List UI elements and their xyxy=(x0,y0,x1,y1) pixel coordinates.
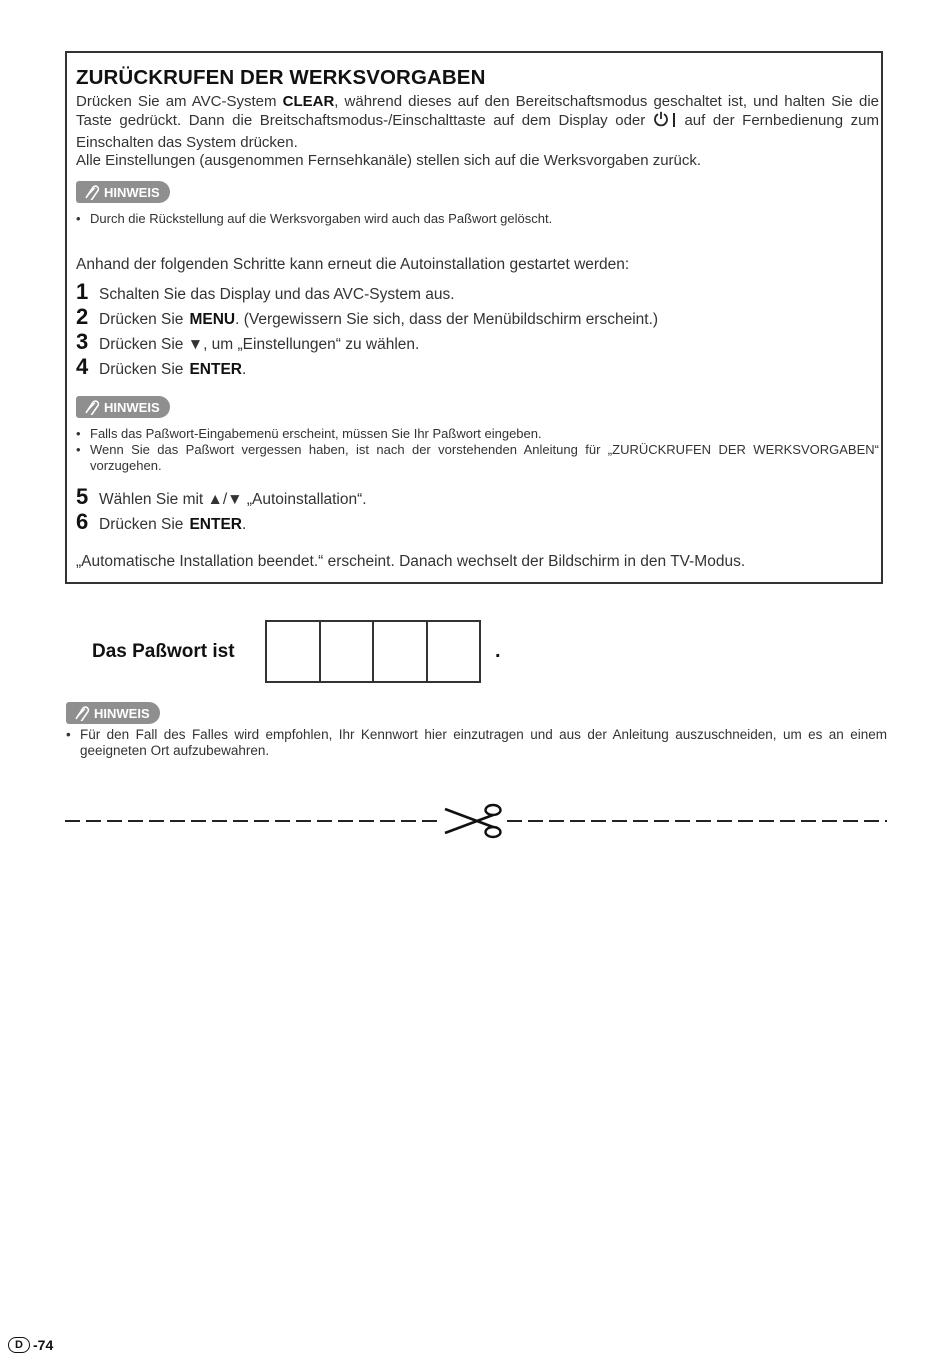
step-5 xyxy=(76,484,367,508)
password-digit-box xyxy=(428,622,480,681)
step-text: Drücken Sie ▼, um „Einstellungen“ zu wählen. xyxy=(99,336,420,353)
section-title: ZURÜCKRUFEN DER WERKSVORGABEN xyxy=(76,66,486,89)
hinweis-badge-3 xyxy=(66,702,160,724)
password-digit-box xyxy=(374,622,428,681)
password-digit-box xyxy=(267,622,321,681)
region-badge: D xyxy=(8,1337,30,1353)
hinweis-badge-1 xyxy=(76,181,170,203)
password-digit-box xyxy=(321,622,375,681)
password-boxes xyxy=(265,620,481,683)
step-text: Schalten Sie das Display und das AVC-System aus. xyxy=(99,286,455,303)
note-item: • Für den Fall des Falles wird empfohlen, Ihr Kennwort hier einzutragen und aus der Anleitung auszuschneiden, um es an einem geeigneten Ort aufzubewahren. xyxy=(66,727,887,759)
hinweis-label: HINWEIS xyxy=(94,705,150,721)
step-3 xyxy=(76,329,419,353)
factory-reset-section xyxy=(65,51,883,584)
paperclip-icon xyxy=(80,399,102,415)
password-period: . xyxy=(495,640,501,662)
autoinstall-intro: Anhand der folgenden Schritte kann erneut die Autoinstallation gestartet werden: xyxy=(76,256,630,273)
step-text: Wählen Sie mit ▲/▼ „Autoinstallation“. xyxy=(99,491,367,508)
power-icon xyxy=(653,111,677,133)
step-text-tail: . (Vergewissern Sie sich, dass der Menübildschirm erscheint.) xyxy=(235,311,659,328)
step-text: Drücken Sie xyxy=(99,311,184,328)
step-2 xyxy=(76,304,658,328)
page-footer xyxy=(8,1337,53,1353)
step-text-tail: . xyxy=(241,516,247,533)
step-text-tail: . xyxy=(241,361,247,378)
bottom-notes xyxy=(66,727,887,759)
paperclip-icon xyxy=(80,184,102,200)
enter-key-label: ENTER xyxy=(189,361,242,378)
step-text: Drücken Sie xyxy=(99,361,184,378)
page-number: -74 xyxy=(33,1337,54,1353)
step-text: Drücken Sie xyxy=(99,516,184,533)
hinweis-label: HINWEIS xyxy=(104,184,160,200)
section-intro xyxy=(76,93,879,170)
step-4 xyxy=(76,354,246,378)
intro-paragraph-2: Alle Einstellungen (ausgenommen Fernsehkanäle) stellen sich auf die Werksvorgaben zurück. xyxy=(76,151,702,169)
intro-text-a: Drücken Sie am AVC-System xyxy=(76,93,283,110)
hinweis-notes-1 xyxy=(76,211,879,227)
menu-key-label: MENU xyxy=(189,311,236,328)
cut-line xyxy=(65,800,887,842)
note-item: • Falls das Paßwort-Eingabemenü erscheint, müssen Sie Ihr Paßwort eingeben. xyxy=(76,426,879,442)
step-number: 6 xyxy=(76,509,89,534)
note-item: • Durch die Rückstellung auf die Werksvorgaben wird auch das Paßwort gelöscht. xyxy=(76,211,879,227)
clear-key-label: CLEAR xyxy=(282,93,335,110)
intro-paragraph-1 xyxy=(76,93,879,152)
closing-text: „Automatische Installation beendet.“ erscheint. Danach wechselt der Bildschirm in den TV-Modus. xyxy=(76,553,746,570)
step-number: 2 xyxy=(76,304,89,329)
password-label: Das Paßwort ist xyxy=(92,641,235,662)
scissors-icon xyxy=(445,805,501,837)
enter-key-label: ENTER xyxy=(189,516,242,533)
hinweis-badge-2 xyxy=(76,396,170,418)
note-item: • Wenn Sie das Paßwort vergessen haben, ist nach der vorstehenden Anleitung für „ZURÜCKRUFEN DER WERKSVORGABEN“ vorzugehen. xyxy=(76,442,879,474)
step-number: 1 xyxy=(76,279,89,304)
hinweis-notes-2 xyxy=(76,426,879,474)
paperclip-icon xyxy=(70,705,92,721)
step-number: 4 xyxy=(76,354,89,379)
hinweis-label: HINWEIS xyxy=(104,399,160,415)
step-number: 5 xyxy=(76,484,89,509)
step-1 xyxy=(76,279,455,303)
step-number: 3 xyxy=(76,329,89,354)
intro-text-c: auf der Fernbedienung zum Einschalten das System drücken. xyxy=(76,112,880,151)
step-6 xyxy=(76,509,246,533)
intro-text-b: , während dieses auf den Bereitschaftsmodus geschaltet ist, und halten Sie die Taste gedrückt. Dann die Breitschaftsmodus-/Einschalttaste auf dem Display oder xyxy=(76,93,879,130)
